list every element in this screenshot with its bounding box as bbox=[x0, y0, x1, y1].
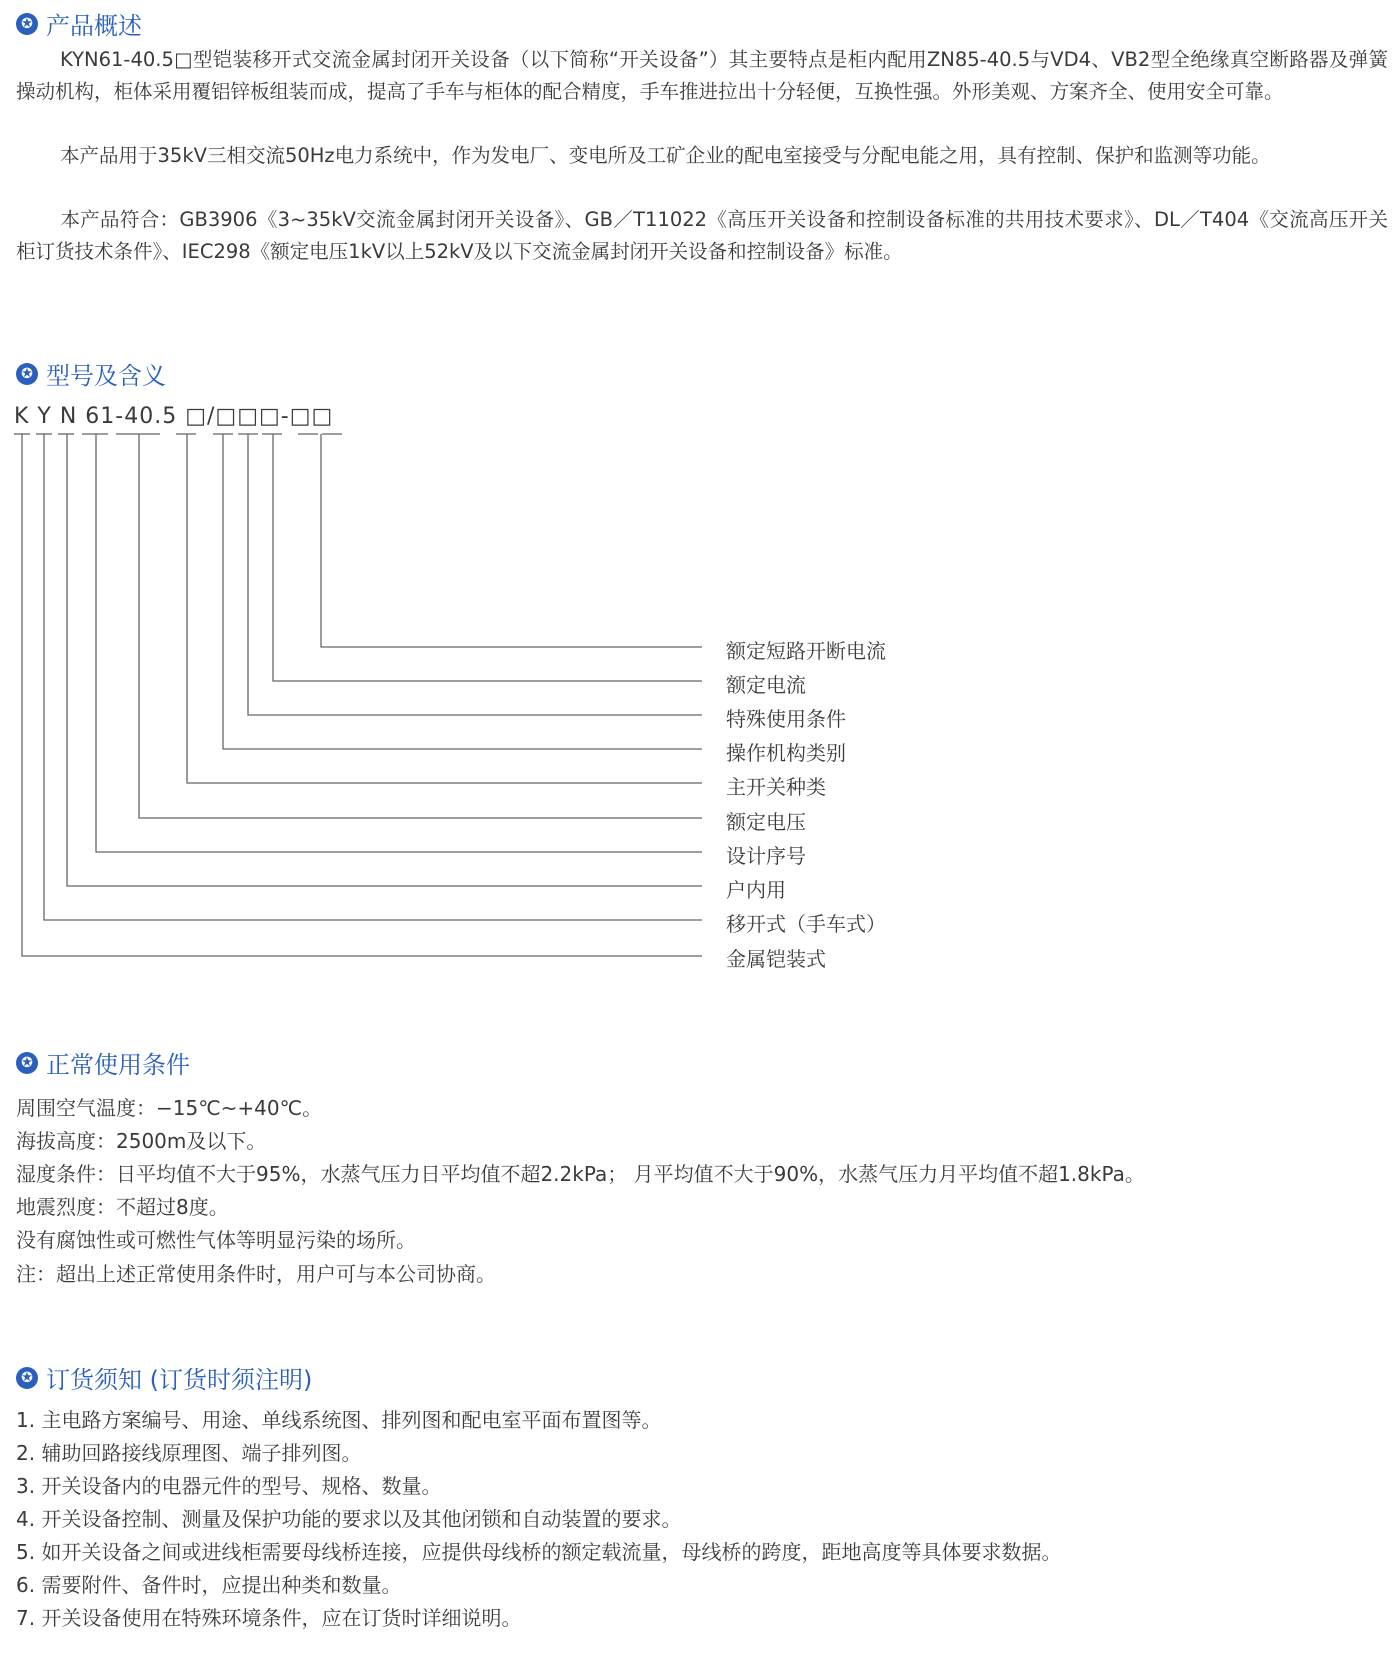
overview-paragraph-3 bbox=[16, 204, 1388, 268]
star-circle-icon: ✪ bbox=[16, 363, 38, 385]
model-title: 型号及含义 bbox=[46, 362, 166, 390]
ordering-item: 4. 开关设备控制、测量及保护功能的要求以及其他闭锁和自动装置的要求。 bbox=[16, 1507, 682, 1531]
conditions-title: 正常使用条件 bbox=[46, 1051, 190, 1079]
model-code: K Y N 61-40.5 □/□□□-□□ bbox=[14, 404, 334, 429]
section-title-ordering bbox=[16, 1360, 312, 1395]
model-label-mechanism-type: 操作机构类别 bbox=[726, 741, 846, 765]
model-label-main-switch-type: 主开关种类 bbox=[726, 775, 826, 799]
star-circle-icon: ✪ bbox=[16, 1052, 38, 1074]
condition-item: 没有腐蚀性或可燃性气体等明显污染的场所。 bbox=[16, 1228, 416, 1252]
model-label-rated-voltage: 额定电压 bbox=[726, 810, 806, 834]
model-label-rated-breaking-current: 额定短路开断电流 bbox=[726, 639, 886, 663]
ordering-item: 7. 开关设备使用在特殊环境条件，应在订货时详细说明。 bbox=[16, 1606, 522, 1630]
model-diagram bbox=[0, 400, 720, 980]
model-label-withdrawable: 移开式（手车式） bbox=[726, 912, 886, 936]
model-label-metal-clad: 金属铠装式 bbox=[726, 947, 826, 971]
condition-item: 海拔高度：2500m及以下。 bbox=[16, 1129, 267, 1153]
overview-p3-text: 本产品符合：GB3906《3~35kV交流金属封闭开关设备》、GB／T11022《高压开关设备和控制设备标准的共用技术要求》、DL／T404《交流高压开关柜订货技术条件》、IEC298《额定电压1kV以上52kV及以下交流金属封闭开关设备和控制设备》标准。 bbox=[16, 208, 1388, 263]
condition-item: 地震烈度：不超过8度。 bbox=[16, 1195, 229, 1219]
overview-title: 产品概述 bbox=[46, 12, 142, 40]
ordering-item: 6. 需要附件、备件时，应提出种类和数量。 bbox=[16, 1573, 402, 1597]
section-title-conditions bbox=[16, 1045, 190, 1080]
condition-item: 湿度条件：日平均值不大于95%，水蒸气压力日平均值不超2.2kPa； 月平均值不大于90%，水蒸气压力月平均值不超1.8kPa。 bbox=[16, 1162, 1145, 1186]
overview-paragraph-2 bbox=[16, 140, 1388, 172]
overview-p2-text: 本产品用于35kV三相交流50Hz电力系统中，作为发电厂、变电所及工矿企业的配电室接受与分配电能之用，具有控制、保护和监测等功能。 bbox=[60, 144, 1271, 167]
model-label-design-number: 设计序号 bbox=[726, 844, 806, 868]
overview-p1-text: KYN61-40.5□型铠装移开式交流金属封闭开关设备（以下简称“开关设备”）其主要特点是柜内配用ZN85-40.5与VD4、VB2型全绝缘真空断路器及弹簧操动机构，柜体采用覆铝锌板组装而成，提高了手车与柜体的配合精度，手车推进拉出十分轻便，互换性强。外形美观、方案齐全、使用安全可靠。 bbox=[16, 48, 1388, 103]
model-label-special-conditions: 特殊使用条件 bbox=[726, 707, 846, 731]
ordering-item: 2. 辅助回路接线原理图、端子排列图。 bbox=[16, 1441, 362, 1465]
ordering-title: 订货须知 (订货时须注明) bbox=[46, 1366, 313, 1394]
ordering-item: 3. 开关设备内的电器元件的型号、规格、数量。 bbox=[16, 1474, 442, 1498]
section-title-overview bbox=[16, 6, 142, 41]
star-circle-icon: ✪ bbox=[16, 13, 38, 35]
overview-paragraph-1 bbox=[16, 44, 1388, 108]
section-title-model bbox=[16, 356, 166, 391]
star-circle-icon: ✪ bbox=[16, 1367, 38, 1389]
condition-item: 周围空气温度：−15℃~+40℃。 bbox=[16, 1096, 323, 1120]
ordering-item: 5. 如开关设备之间或进线柜需要母线桥连接，应提供母线桥的额定载流量，母线桥的跨度，距地高度等具体要求数据。 bbox=[16, 1540, 1062, 1564]
model-label-rated-current: 额定电流 bbox=[726, 673, 806, 697]
model-label-indoor: 户内用 bbox=[726, 878, 786, 902]
condition-note: 注：超出上述正常使用条件时，用户可与本公司协商。 bbox=[16, 1262, 496, 1286]
ordering-item: 1. 主电路方案编号、用途、单线系统图、排列图和配电室平面布置图等。 bbox=[16, 1408, 662, 1432]
